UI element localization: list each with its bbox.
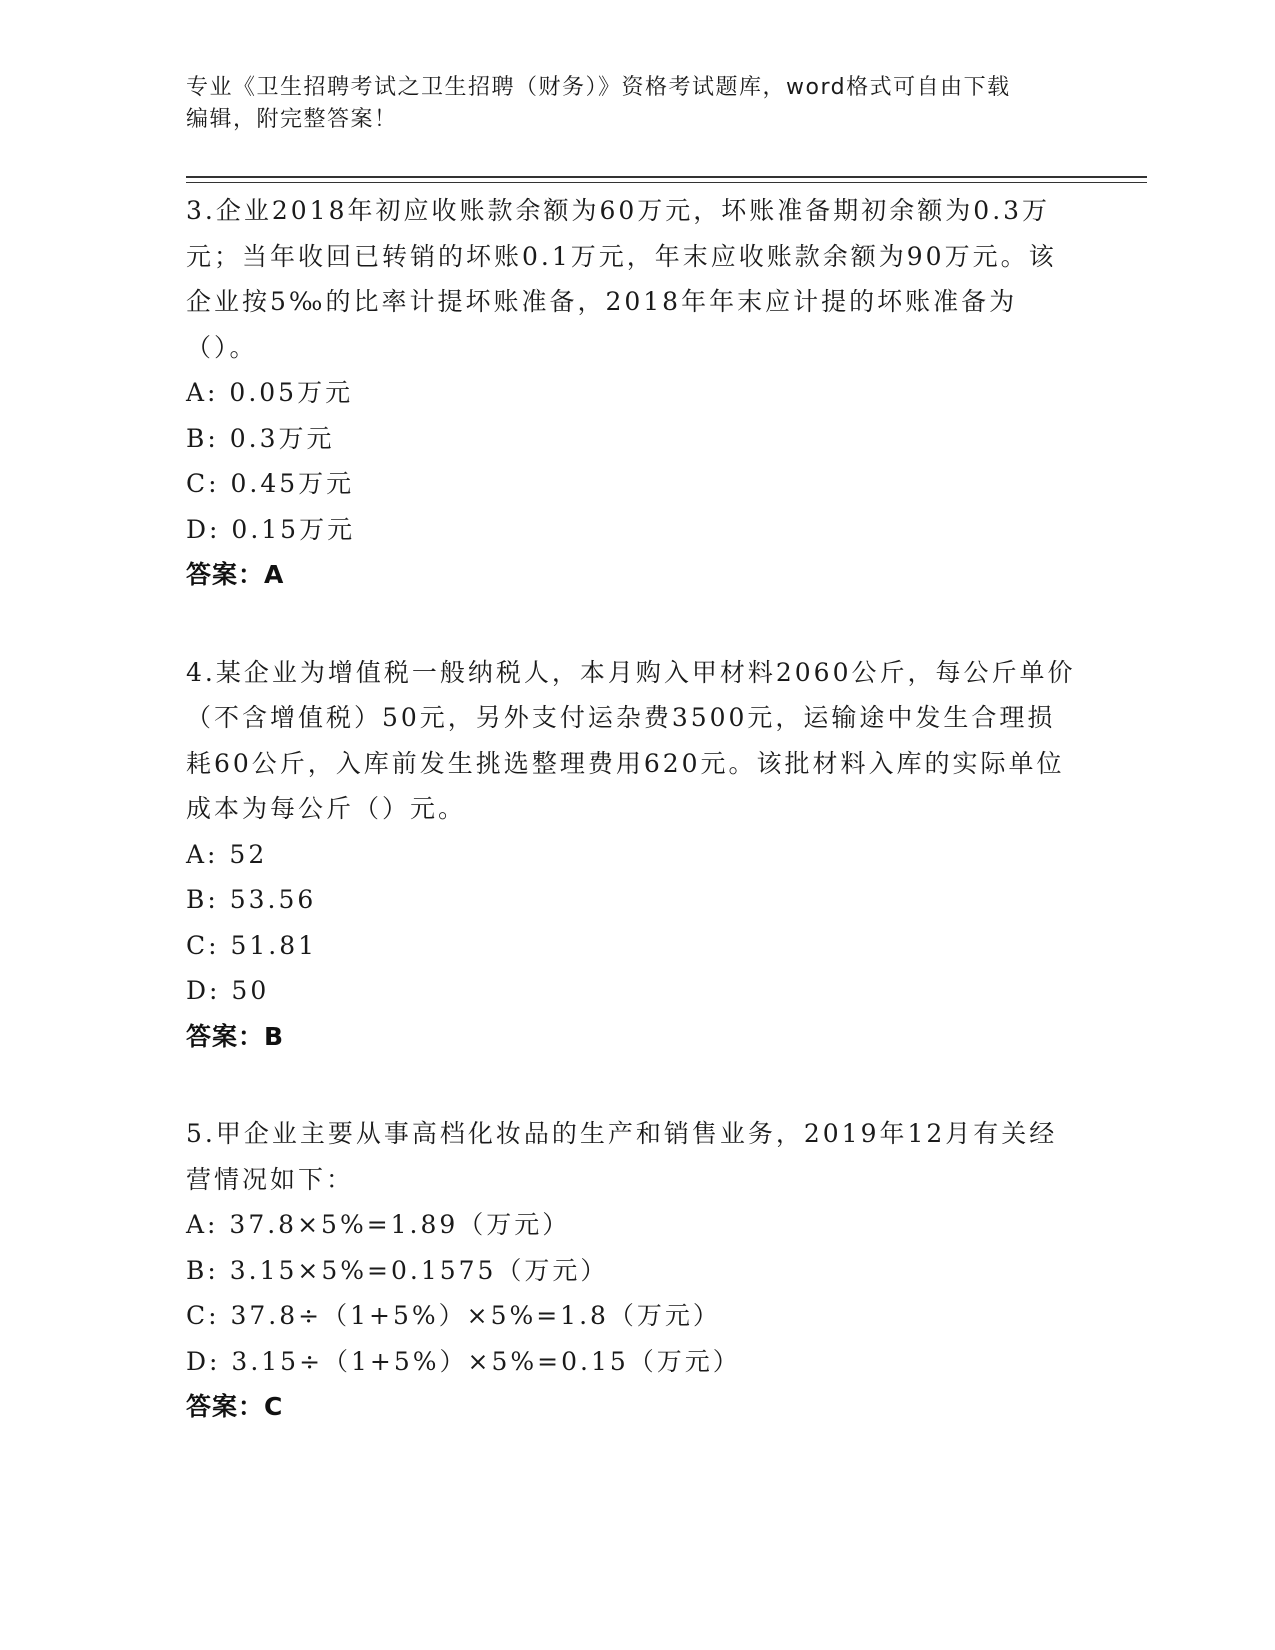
- option-d: D: 3.15÷（1+5%）×5%=0.15（万元）: [186, 1346, 741, 1376]
- question-3: [186, 188, 1076, 598]
- question-stem: 3.企业2018年初应收账款余额为60万元，坏账准备期初余额为0.3万元；当年收回已转销的坏账0.1万元，年末应收账款余额为90万元。该企业按5‰的比率计提坏账准备，2018年年末应计提的坏账准备为（）。: [186, 196, 1057, 362]
- option-d: D: 0.15万元: [186, 514, 356, 544]
- option-c: C: 0.45万元: [186, 469, 355, 498]
- answer-label: 答案：B: [186, 1021, 285, 1051]
- option-a: A: 0.05万元: [186, 378, 354, 407]
- answer-label: 答案：A: [186, 560, 285, 589]
- option-c: C: 51.81: [186, 930, 318, 960]
- header-divider-thick: [186, 176, 1147, 178]
- question-stem: 4.某企业为增值税一般纳税人，本月购入甲材料2060公斤，每公斤单价（不含增值税）50元，另外支付运杂费3500元，运输途中发生合理损耗60公斤，入库前发生挑选整理费用620元。该批材料入库的实际单位成本为每公斤（）元。: [186, 657, 1076, 823]
- option-b: B: 3.15×5%=0.1575（万元）: [186, 1255, 609, 1285]
- header-line-1: 专业《卫生招聘考试之卫生招聘（财务）》资格考试题库，word格式可自由下载: [186, 75, 1011, 100]
- question-5: [186, 1111, 1076, 1430]
- question-stem: 5.甲企业主要从事高档化妆品的生产和销售业务，2019年12月有关经营情况如下：: [186, 1119, 1058, 1194]
- option-d: D: 50: [186, 976, 270, 1005]
- header-line-2: 编辑，附完整答案！: [186, 107, 398, 132]
- option-c: C: 37.8÷（1+5%）×5%=1.8（万元）: [186, 1301, 721, 1330]
- option-b: B: 53.56: [186, 885, 317, 914]
- option-b: B: 0.3万元: [186, 423, 335, 453]
- option-a: A: 37.8×5%=1.89（万元）: [186, 1210, 571, 1239]
- header-divider-thin: [186, 182, 1147, 183]
- option-a: A: 52: [186, 839, 268, 869]
- question-4: [186, 650, 1076, 1060]
- answer-label: 答案：C: [186, 1392, 284, 1421]
- question-list: [186, 188, 1076, 1482]
- document-header: [186, 72, 1066, 136]
